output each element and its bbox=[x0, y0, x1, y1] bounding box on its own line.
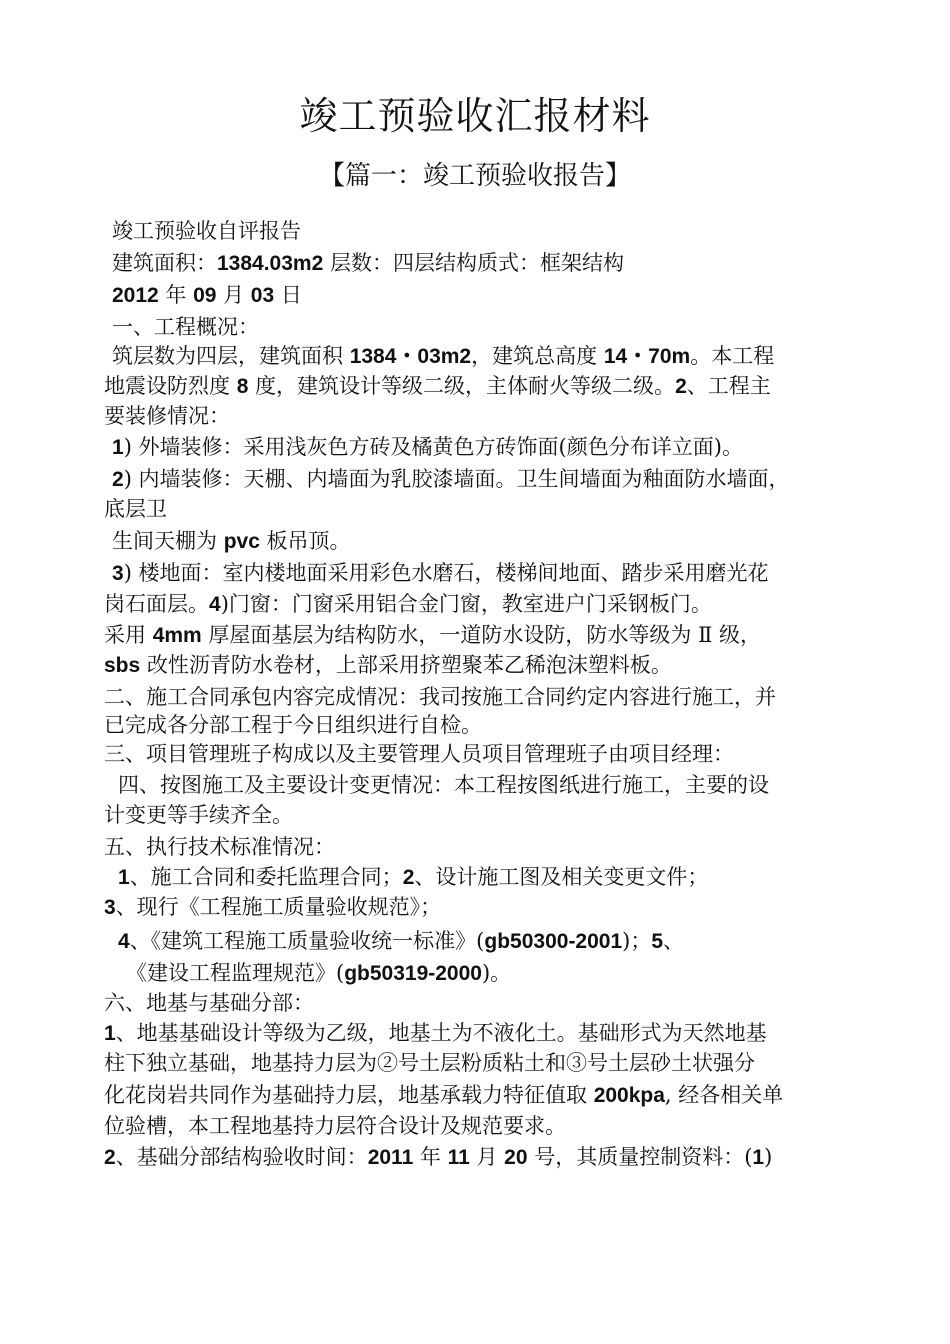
paragraph-line: 生间天棚为 pvc 板吊顶。 bbox=[112, 529, 351, 553]
paragraph-line: 筑层数为四层，建筑面积 1384・03m2，建筑总高度 14・70m。本工程 bbox=[112, 344, 775, 368]
paragraph-line: 化花岗岩共同作为基础持力层，地基承载力特征值取 200kpa, 经各相关单 bbox=[104, 1083, 784, 1107]
section-heading: 六、地基与基础分部： bbox=[104, 991, 314, 1015]
section-heading: 三、项目管理班子构成以及主要管理人员项目管理班子由项目经理： bbox=[104, 742, 734, 766]
section-heading: 一、工程概况： bbox=[112, 315, 259, 339]
document-subtitle: 【篇一：竣工预验收报告】 bbox=[318, 161, 631, 191]
section-heading: 五、执行技术标准情况： bbox=[104, 835, 335, 859]
paragraph-line: 2) 内墙装修：天棚、内墙面为乳胶漆墙面。卫生间墙面为釉面防水墙面， bbox=[112, 467, 790, 491]
paragraph-line: 竣工预验收自评报告 bbox=[112, 219, 301, 243]
paragraph-line: 地震设防烈度 8 度，建筑设计等级二级，主体耐火等级二级。2、工程主 bbox=[104, 374, 771, 398]
paragraph-line: 2012 年 09 月 03 日 bbox=[112, 283, 302, 307]
section-heading: 二、施工合同承包内容完成情况：我司按施工合同约定内容进行施工，并 bbox=[104, 685, 776, 709]
paragraph-line: 柱下独立基础，地基持力层为②号土层粉质粘土和③号土层砂土状强分 bbox=[104, 1051, 755, 1075]
paragraph-line: 3、现行《工程施工质量验收规范》； bbox=[104, 895, 442, 919]
paragraph-line: 岗石面层。4)门窗：门窗采用铝合金门窗，教室进户门采钢板门。 bbox=[104, 592, 712, 616]
paragraph-line: 2、基础分部结构验收时间：2011 年 11 月 20 号，其质量控制资料：(1) bbox=[104, 1145, 773, 1169]
paragraph-line: 采用 4mm 厚屋面基层为结构防水，一道防水设防，防水等级为 Ⅱ 级， bbox=[104, 623, 762, 647]
paragraph-line: 3) 楼地面：室内楼地面采用彩色水磨石，楼梯间地面、踏步采用磨光花 bbox=[112, 561, 769, 585]
paragraph-line: 1、施工合同和委托监理合同；2、设计施工图及相关变更文件； bbox=[118, 865, 709, 889]
paragraph-line: 计变更等手续齐全。 bbox=[104, 803, 293, 827]
paragraph-line: 1) 外墙装修：采用浅灰色方砖及橘黄色方砖饰面(颜色分布详立面)。 bbox=[112, 435, 743, 459]
paragraph-line: 位验槽，本工程地基持力层符合设计及规范要求。 bbox=[104, 1114, 566, 1138]
section-heading: 四、按图施工及主要设计变更情况：本工程按图纸进行施工，主要的设 bbox=[118, 773, 769, 797]
paragraph-line: 建筑面积：1384.03m2 层数：四层结构质式：框架结构 bbox=[112, 251, 624, 275]
paragraph-line: 《建设工程监理规范》(gb50319-2000)。 bbox=[126, 961, 512, 985]
document-title: 竣工预验收汇报材料 bbox=[299, 94, 651, 138]
paragraph-line: 底层卫 bbox=[104, 497, 167, 521]
paragraph-line: 1、地基基础设计等级为乙级，地基土为不液化土。基础形式为天然地基 bbox=[104, 1021, 767, 1045]
paragraph-line: 已完成各分部工程于今日组织进行自检。 bbox=[104, 713, 482, 737]
paragraph-line: sbs 改性沥青防水卷材，上部采用挤塑聚苯乙稀泡沫塑料板。 bbox=[104, 653, 672, 677]
paragraph-line: 要装修情况： bbox=[104, 404, 230, 428]
paragraph-line: 4、《建筑工程施工质量验收统一标准》(gb50300-2001)；5、 bbox=[118, 929, 685, 953]
